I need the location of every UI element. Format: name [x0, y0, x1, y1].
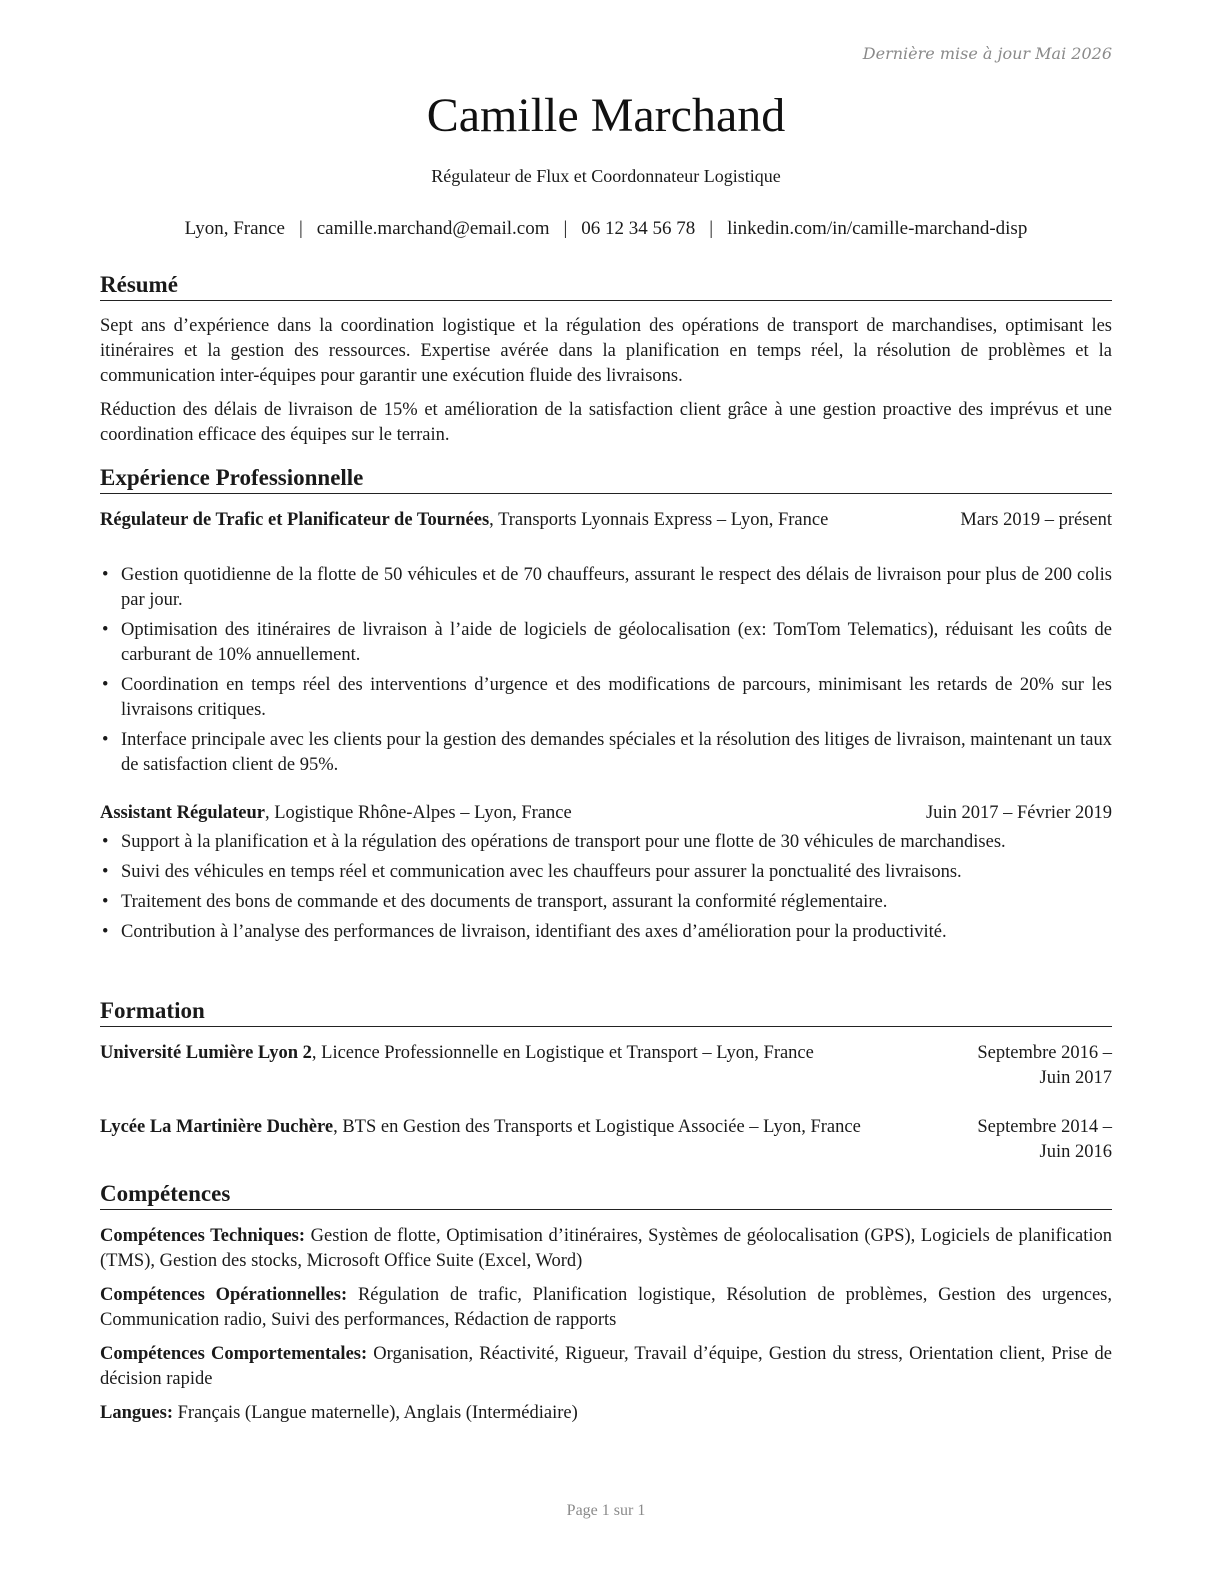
skill-row-technical — [100, 1224, 1112, 1274]
bullet-icon: • — [102, 730, 109, 750]
skill-row-languages — [100, 1401, 1112, 1426]
candidate-title: Régulateur de Flux et Coordonnateur Logistique — [431, 166, 781, 186]
education-entry — [100, 1041, 1112, 1088]
job-company: , Logistique Rhône-Alpes – Lyon, France — [264, 803, 572, 823]
list-item: • Support à la planification et à la régulation des opérations de transport pour une flotte de 30 véhicules de marchandises. — [100, 830, 1112, 855]
job-title-line — [100, 801, 890, 826]
bullet-icon: • — [102, 862, 109, 882]
job-bullets — [100, 830, 1112, 950]
summary-paragraph-1: Sept ans d’expérience dans la coordination logistique et la régulation des opérations de transport de marchandises, optimisant les itinéraires et la gestion des ressources. Expertise avérée dans la planification en temps réel, la résolution de problèmes et la communication inter-équipes pour garantir une exécution fluide des livraisons. — [100, 316, 1112, 386]
skill-text: Français (Langue maternelle), Anglais (Intermédiaire) — [173, 1403, 578, 1423]
education-detail: , Licence Professionnelle en Logistique et Transport – Lyon, France — [311, 1043, 814, 1063]
list-item: • Coordination en temps réel des interventions d’urgence et des modifications de parcours, minimisant les retards de 20% sur les livraisons critiques. — [102, 675, 1112, 720]
last-updated: Dernière mise à jour Mai 2026 — [862, 44, 1112, 63]
skill-text: Régulation de trafic, Planification logistique, Résolution de problèmes, Gestion des urgences, Communication radio, Suivi des performances, Rédaction de rapports — [100, 1285, 1112, 1330]
skill-label: Langues: — [100, 1403, 173, 1423]
skill-text: Organisation, Réactivité, Rigueur, Travail d’équipe, Gestion du stress, Orientation client, Prise de décision rapide — [100, 1344, 1112, 1389]
list-item: • Gestion quotidienne de la flotte de 50 véhicules et de 70 chauffeurs, assurant le respect des délais de livraison pour plus de 200 colis par jour. — [102, 565, 1112, 610]
list-item: • Traitement des bons de commande et des documents de transport, assurant la conformité réglementaire. — [100, 890, 1112, 915]
education-entry — [100, 1115, 1112, 1162]
candidate-name: Camille Marchand — [426, 89, 786, 142]
section-title-experience: Expérience Professionnelle — [100, 464, 1112, 494]
list-item: • Contribution à l’analyse des performances de livraison, identifiant des axes d’amélioration pour la productivité. — [100, 920, 1112, 945]
skill-row-operational — [100, 1283, 1112, 1333]
bullet-icon: • — [102, 922, 109, 942]
skill-label: Compétences Comportementales: — [100, 1344, 368, 1364]
bullet-icon: • — [102, 675, 109, 695]
bullet-icon: • — [102, 892, 109, 912]
summary-paragraph-2: Réduction des délais de livraison de 15% et amélioration de la satisfaction client grâce à une gestion proactive des imprévus et une coordination efficace des équipes sur le terrain. — [100, 400, 1112, 445]
skill-label: Compétences Techniques: — [100, 1226, 306, 1246]
bullet-icon: • — [102, 832, 109, 852]
section-title-skills: Compétences — [100, 1180, 1112, 1210]
bullet-icon: • — [102, 565, 109, 585]
list-item: • Suivi des véhicules en temps réel et communication avec les chauffeurs pour assurer la ponctualité des livraisons. — [100, 860, 1112, 885]
page-number: Page 1 sur 1 — [566, 1502, 646, 1519]
contact-location: Lyon, France — [184, 218, 285, 239]
job-role: Régulateur de Trafic et Planificateur de Tournées — [100, 510, 490, 530]
contact-separator: | — [298, 218, 303, 239]
job-header — [100, 508, 1112, 533]
education-detail: , BTS en Gestion des Transports et Logistique Associée – Lyon, France — [333, 1117, 861, 1137]
skill-row-behavioral — [100, 1342, 1112, 1392]
contact-linkedin[interactable]: linkedin.com/in/camille-marchand-disp — [727, 218, 1028, 239]
list-item: • Interface principale avec les clients pour la gestion des demandes spéciales et la résolution des litiges de livraison, maintenant un taux de satisfaction client de 95%. — [102, 730, 1112, 775]
resume-page — [100, 0, 1112, 1584]
education-title-line — [100, 1041, 960, 1066]
job-company: , Transports Lyonnais Express – Lyon, France — [489, 510, 829, 530]
section-title-summary: Résumé — [100, 271, 1112, 301]
bullet-icon: • — [102, 620, 109, 640]
job-title-line — [100, 508, 890, 533]
job-header — [100, 801, 1112, 826]
job-role: Assistant Régulateur — [100, 803, 265, 823]
skill-text: Gestion de flotte, Optimisation d’itinéraires, Systèmes de géolocalisation (GPS), Logiciels de planification (TMS), Gestion des stocks, Microsoft Office Suite (Excel, Word) — [100, 1226, 1112, 1271]
job-bullets — [100, 563, 1112, 783]
contact-phone: 06 12 34 56 78 — [581, 218, 696, 239]
section-title-education: Formation — [100, 997, 1112, 1027]
education-school: Lycée La Martinière Duchère — [100, 1117, 334, 1137]
list-item: • Optimisation des itinéraires de livraison à l’aide de logiciels de géolocalisation (ex: TomTom Telematics), réduisant les coûts de carburant de 10% annuellement. — [102, 620, 1112, 665]
education-dates: Septembre 2014 – Juin 2016 — [977, 1117, 1112, 1162]
skill-label: Compétences Opérationnelles: — [100, 1285, 348, 1305]
education-dates: Septembre 2016 – Juin 2017 — [977, 1043, 1112, 1088]
contact-line — [98, 218, 1114, 240]
contact-email[interactable]: camille.marchand@email.com — [316, 218, 550, 239]
contact-separator: | — [709, 218, 714, 239]
education-title-line — [100, 1115, 960, 1140]
job-dates: Juin 2017 – Février 2019 — [925, 803, 1112, 823]
contact-separator: | — [563, 218, 568, 239]
education-school: Université Lumière Lyon 2 — [100, 1043, 312, 1063]
job-dates: Mars 2019 – présent — [960, 510, 1112, 530]
